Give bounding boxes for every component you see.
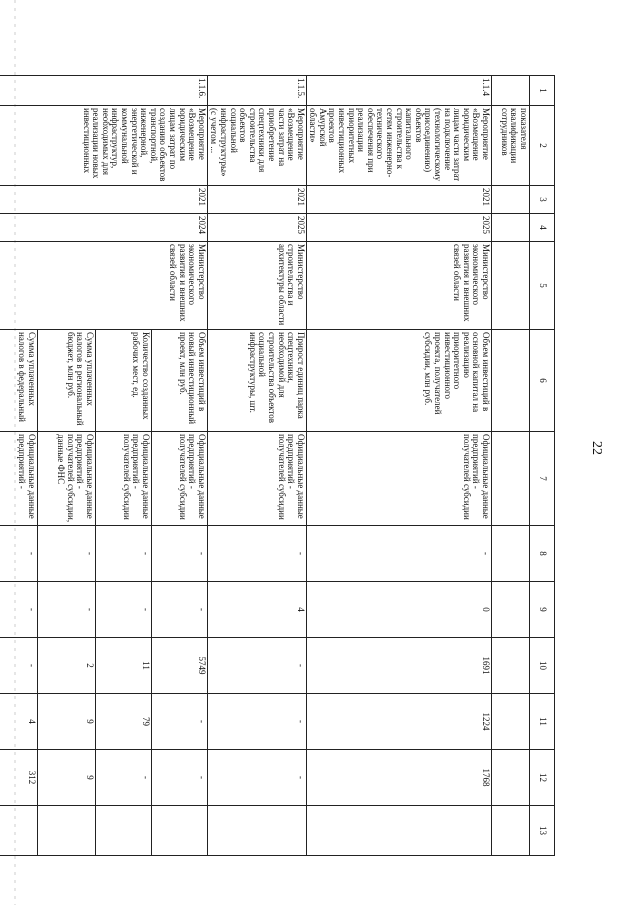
table-row-1-1-4 xyxy=(306,76,491,856)
row-name: Мероприятие «Возмещение юридическим лицам затрат по созданию объектов транспортной, инженерной, энергетической и коммунальной инфраструктур, необходимых для реализации новых инвестиционных xyxy=(0,106,207,186)
col-num-7: 7 xyxy=(530,432,555,526)
row-source: Официальные данные предприятий - получателей субсидии xyxy=(207,432,306,526)
row-value-10: - xyxy=(207,638,306,694)
row-value-11: 9 xyxy=(37,694,95,750)
row-indicator: Сумма уплаченных налогов в федеральный xyxy=(0,330,37,432)
row-value-11: 79 xyxy=(95,694,151,750)
row-indicator: Количество созданных рабочих мест, ед. xyxy=(95,330,151,432)
row-value-11: 1224 xyxy=(306,694,491,750)
row-end-year: 2025 xyxy=(207,214,306,242)
page-number: 22 xyxy=(589,441,604,455)
row-value-13 xyxy=(95,806,151,856)
row-responsible: Министерство строительства и архитектуры области xyxy=(207,242,306,330)
row-value-9: - xyxy=(37,582,95,638)
row-indicator: Сумма уплаченных налогов в региональный бюджет, млн руб. xyxy=(37,330,95,432)
document-page xyxy=(17,75,555,855)
row-value-10: - xyxy=(0,638,37,694)
col-num-12: 12 xyxy=(530,750,555,806)
row-value-8: - xyxy=(95,526,151,582)
row-indicator: Прирост единиц парка спецтехники, необходимой для строительства объектов социальной инфраструктуры, шт. xyxy=(207,330,306,432)
row-source: Официальные данные предприятий - получателей субсидии xyxy=(151,432,207,526)
row-value-13 xyxy=(151,806,207,856)
row-end-year: 2024 xyxy=(0,214,207,242)
row-value-13 xyxy=(306,806,491,856)
row-value-10: 5749 xyxy=(151,638,207,694)
row-value-13 xyxy=(207,806,306,856)
row-start-year: 2021 xyxy=(306,186,491,214)
col-num-13: 13 xyxy=(530,806,555,856)
row-value-12: - xyxy=(95,750,151,806)
table-row-1-1-6 xyxy=(151,76,207,856)
row-value-8: - xyxy=(306,526,491,582)
row-value-11: - xyxy=(151,694,207,750)
column-number-row xyxy=(530,76,555,856)
col-num-3: 3 xyxy=(530,186,555,214)
row-value-12: 1768 xyxy=(306,750,491,806)
row-value-13 xyxy=(0,806,37,856)
row-value-12: 312 xyxy=(0,750,37,806)
col-num-2: 2 xyxy=(530,106,555,186)
col-num-4: 4 xyxy=(530,214,555,242)
row-value-10: 1691 xyxy=(306,638,491,694)
row-value-9: - xyxy=(95,582,151,638)
row-value-11: 4 xyxy=(0,694,37,750)
row-source: Официальные данные предприятий - получателей субсидии xyxy=(95,432,151,526)
table-row-1-1-5 xyxy=(207,76,306,856)
row-name: Мероприятие «Возмещение юридическим лицам части затрат на подключение (технологическому присоединению) объектов капитального строительства к сетям инженерно-технического обеспечения при реализации приоритетных инвестиционных проектов Амурской области» xyxy=(306,106,491,186)
row-source: Официальные данные предприятий - получателей субсидии, данные ФНС xyxy=(37,432,95,526)
row-value-8: - xyxy=(37,526,95,582)
row-value-8: - xyxy=(151,526,207,582)
col-num-10: 10 xyxy=(530,638,555,694)
col-num-9: 9 xyxy=(530,582,555,638)
row-value-12: - xyxy=(151,750,207,806)
table-row xyxy=(492,76,530,856)
col-num-6: 6 xyxy=(530,330,555,432)
row-indicator: Объем инвестиций в новый инвестиционный проект, млн руб. xyxy=(151,330,207,432)
row-source: Официальные данные предприятий - xyxy=(0,432,37,526)
row-number: 1.1.5. xyxy=(207,76,306,106)
row-name: Мероприятие «Возмещение части затрат на приобретение спецтехники для строительства объектов социальной инфраструктуры» (с учетом ... xyxy=(207,106,306,186)
row-number: 1.1.4 xyxy=(306,76,491,106)
row-value-12: 9 xyxy=(37,750,95,806)
row-value-8: - xyxy=(207,526,306,582)
col-num-11: 11 xyxy=(530,694,555,750)
row-value-9: - xyxy=(0,582,37,638)
row-value-9: 4 xyxy=(207,582,306,638)
col-num-5: 5 xyxy=(530,242,555,330)
row-value-11: - xyxy=(207,694,306,750)
col-num-1: 1 xyxy=(530,76,555,106)
row-value-13 xyxy=(37,806,95,856)
row-responsible: Министерство экономического развития и внешних связей области xyxy=(0,242,207,330)
row-responsible: Министерство экономического развития и внешних связей области xyxy=(306,242,491,330)
col-num-8: 8 xyxy=(530,526,555,582)
row-value-9: 0 xyxy=(306,582,491,638)
row-number: 1.1.6. xyxy=(0,76,207,106)
row-start-year: 2021 xyxy=(207,186,306,214)
top-fragment-text: показателя квалификации сотрудников xyxy=(492,106,530,186)
row-value-10: 2 xyxy=(37,638,95,694)
rotated-table-container xyxy=(17,75,555,855)
row-value-12: - xyxy=(207,750,306,806)
row-value-9: - xyxy=(151,582,207,638)
row-start-year: 2021 xyxy=(0,186,207,214)
row-value-8: - xyxy=(0,526,37,582)
row-source: Официальные данные предприятий - получателей субсидии xyxy=(306,432,491,526)
row-value-10: 11 xyxy=(95,638,151,694)
row-indicator: Объем инвестиций в основной капитал на реализацию приоритетного инвестиционного проекта, получателей субсидии, млн руб. xyxy=(306,330,491,432)
indicators-table xyxy=(0,75,555,856)
row-end-year: 2025 xyxy=(306,214,491,242)
